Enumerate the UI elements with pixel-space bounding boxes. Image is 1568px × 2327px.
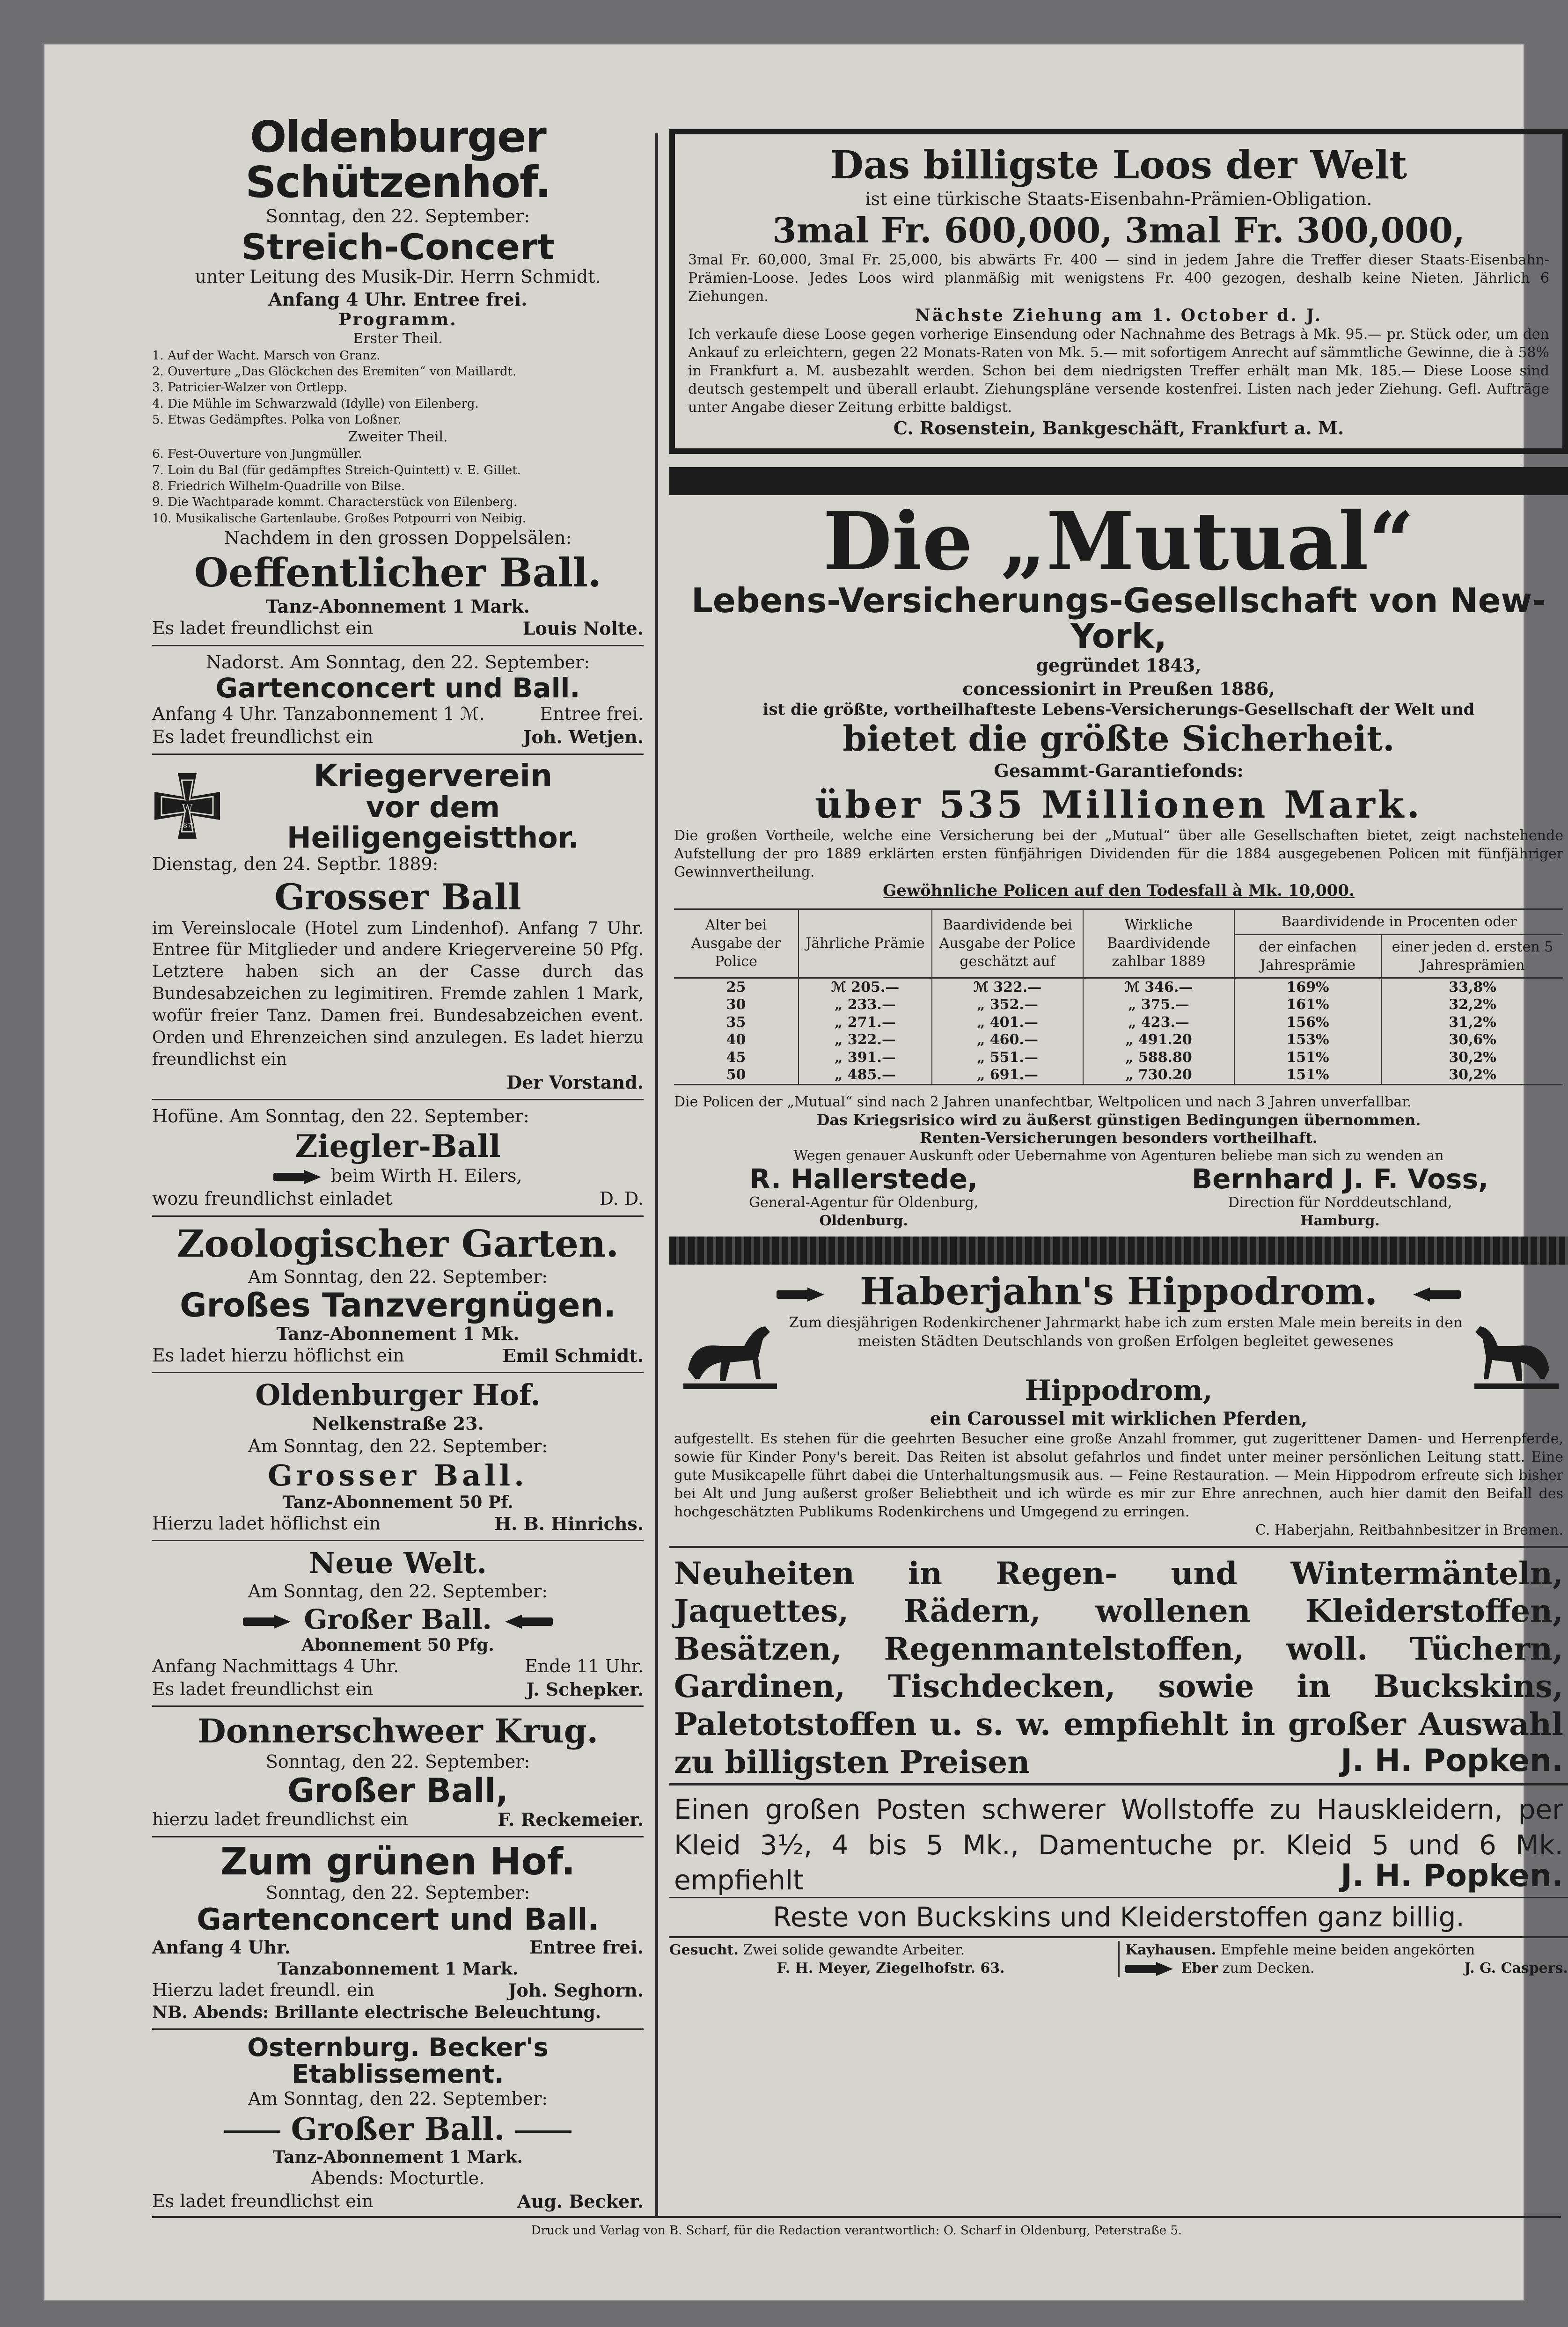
ad-body: im Vereinslocale (Hotel zum Lindenhof). Anfang 7 Uhr. Entree für Mitglieder und andere Kriegervereine 50 Pfg. Letztere haben sich an der Casse durch das Bundesabzeichen zu legimitiren. Fremde zahlen 1 Mark, wofür freier Tanz. Damen frei. Bundesabzeichen event. Orden und Ehrenzeichen sind anzulegen. Es ladet hierzu freundlichst ein	[152, 918, 644, 1069]
ad-text: Neuheiten in Regen- und Wintermänteln, Jaquettes, Rädern, wollenen Kleiderstoffen, Besätzen, Regenmantelstoffen, woll. Tüchern, Gardinen, Tischdecken, sowie in Buckskins, Paletotstoffen u. s. w. empfiehlt in großer Auswahl zu billigsten Preisen	[674, 1555, 1563, 1780]
divider	[669, 1546, 1568, 1548]
horse-icon	[674, 1313, 782, 1393]
invite-sign: J. Schepker.	[526, 1678, 644, 1700]
ad-line: Hofüne. Am Sonntag, den 22. September:	[152, 1105, 529, 1127]
ad-title: Osternburg. Becker's Etablissement.	[247, 2032, 549, 2089]
svg-text:1870: 1870	[179, 822, 196, 830]
ad-note-2: Das Kriegsrisico wird zu äußerst günstigen Bedingungen übernommen.	[816, 1111, 1421, 1129]
divider	[152, 1836, 644, 1837]
ad-title: Oldenburger Hof.	[255, 1378, 541, 1412]
ad-ball: Oeffentlicher Ball.	[194, 549, 602, 596]
program-item: 2. Ouverture „Das Glöckchen des Eremiten“ von Maillardt.	[152, 365, 517, 379]
ad-safety: bietet die größte Sicherheit.	[843, 719, 1395, 760]
table-cell: „ 588.80	[1083, 1049, 1234, 1067]
program-heading: Programm.	[338, 309, 457, 329]
table-cell: 30,6%	[1449, 1032, 1496, 1048]
ad-fonds-label: Gesammt-Garantiefonds:	[994, 760, 1244, 782]
program-item: 5. Etwas Gedämpftes. Polka von Loßner.	[152, 413, 402, 427]
program-part2: Zweiter Theil.	[348, 429, 448, 446]
invite-sign: Emil Schmidt.	[502, 1345, 644, 1366]
ad-body-2: Ich verkaufe diese Loose gegen vorherige Einsendung oder Nachnahme des Betrags à Mk. 95.— pr. Stück oder, um den Ankauf zu erleichtern, gegen 22 Monats-Raten von Mk. 5.— mit sofortigem Anrecht auf sämmtliche Gewinne, die à 58% in Frankfurt a. M. ausbezahlt werden. Schon bei dem niedrigsten Treffer erhält man Mk. 185.— Diese Loose sind deutsch gestempelt und überall erlaubt. Ziehungspläne versende kostenfrei. Listen nach jeder Ziehung. Gefl. Aufträge unter Angabe dieser Zeitung erbitte baldigst.	[688, 326, 1549, 416]
ad-date: Am Sonntag, den 22. September:	[248, 1436, 548, 1457]
ad-abo: Abonnement 50 Pfg.	[301, 1635, 494, 1655]
ad-becker	[152, 2034, 644, 2213]
table-cell: „ 271.—	[799, 1014, 932, 1032]
ad-label: Gesucht.	[669, 1941, 739, 1958]
ad-date: Sonntag, den 22. September:	[265, 1751, 530, 1772]
invite-text: hierzu ladet freundlichst ein	[152, 1809, 408, 1830]
invite-text: Hierzu ladet freundl. ein	[152, 1979, 374, 2000]
left-column	[152, 112, 644, 2230]
ad-text: Zwei solide gewandte Arbeiter.	[743, 1941, 965, 1958]
ad-abends: Abends: Mocturtle.	[311, 2167, 485, 2188]
ad-note: Die Policen der „Mutual“ sind nach 2 Jahren unanfechtbar, Weltpolicen und nach 3 Jahren unverfallbar.	[674, 1093, 1412, 1110]
table-cell: 156%	[1234, 1014, 1381, 1032]
ad-info: Anfang 4 Uhr. Tanzabonnement 1 ℳ.	[152, 703, 485, 724]
ornament-line	[515, 2130, 572, 2133]
agent-name: R. Hallerstede,	[749, 1163, 978, 1195]
divider	[669, 1783, 1568, 1785]
ad-title: Neue Welt.	[308, 1546, 487, 1581]
ad-sub: Lebens-Versicherungs-Gesellschaft von New-York,	[691, 581, 1546, 656]
ad-note: NB. Abends: Brillante electrische Beleuchtung.	[152, 2003, 601, 2023]
divider	[152, 1705, 644, 1707]
divider	[152, 1099, 644, 1100]
table-cell: „ 460.—	[932, 1031, 1083, 1049]
pointing-hand-icon	[1391, 1287, 1461, 1303]
ad-date: Am Sonntag, den 22. September:	[248, 1266, 548, 1287]
ad-gruener-hof	[152, 1839, 644, 2024]
newspaper-page	[44, 44, 1568, 2300]
pointing-hand-icon	[243, 1614, 294, 1630]
divider	[152, 1540, 644, 1541]
ad-street: Nelkenstraße 23.	[312, 1413, 484, 1434]
ad-body: aufgestellt. Es stehen für die geehrten Besucher eine große Anzahl frommer, gut zugerittener Damen- und Herrenpferde, sowie für Kinder Pony's bereit. Das Reiten ist absolut gefahrlos und findet unter meiner persönlichen Leitung statt. Eine gute Musikcapelle führt dabei die Unterhaltungsmusik aus. — Feine Restauration. — Mein Hippodrom erfreute sich bisher bei Alt und Jung außerst großer Beliebtheit und ich würde es mir zur Ehre anrechnen, auch hier damit den Beifall des hochgeschätzten Publikums Rodenkirchens und Umgegend zu erringen.	[674, 1430, 1563, 1520]
ad-title: Kriegerverein	[313, 757, 553, 794]
ad-line: Nadorst. Am Sonntag, den 22. September:	[205, 651, 590, 673]
ad-fonds: über 535 Millionen Mark.	[814, 782, 1423, 827]
ad-title: Zum grünen Hof.	[220, 1839, 576, 1883]
invite-text: wozu freundlichst einladet	[152, 1188, 392, 1209]
pointing-hand-icon	[777, 1287, 847, 1303]
table-cell: 161%	[1234, 996, 1381, 1014]
table-cell: 31,2%	[1449, 1014, 1496, 1031]
ad-line: ist die größte, vortheilhafteste Lebens-Versicherungs-Gesellschaft der Welt und	[762, 700, 1475, 719]
table-cell: 151%	[1234, 1066, 1381, 1084]
program-list-1	[152, 348, 644, 428]
divider	[152, 645, 644, 646]
table-cell: 169%	[1234, 978, 1381, 996]
ad-title: Ziegler-Ball	[295, 1127, 501, 1164]
ad-text: Einen großen Posten schwerer Wollstoffe zu Hauskleidern, per Kleid 3½, 4 bis 5 Mk., Damentuche pr. Kleid 5 und 6 Mk. empfiehlt	[674, 1793, 1563, 1896]
divider	[152, 754, 644, 755]
table-cell: 30,2%	[1449, 1067, 1496, 1083]
ad-nadorst	[152, 651, 644, 749]
table-cell: „ 423.—	[1083, 1014, 1234, 1032]
pointing-hand-icon	[501, 1614, 553, 1630]
table-row	[674, 1014, 1563, 1032]
ad-sign: Der Vorstand.	[506, 1072, 644, 1093]
invite-sign: Joh. Seghorn.	[508, 1979, 644, 2001]
table-cell: 45	[674, 1049, 799, 1067]
table-cell: „ 551.—	[932, 1049, 1083, 1067]
invite-text: Es ladet freundlichst ein	[152, 618, 374, 639]
program-part1: Erster Theil.	[353, 330, 443, 347]
ad-zoo	[152, 1222, 644, 1367]
ad-abo: Tanz-Abonnement 1 Mk.	[276, 1323, 520, 1344]
ad-abo: Tanzabonnement 1 Mark.	[277, 1959, 519, 1979]
horse-icon	[1470, 1313, 1563, 1393]
ad-hippodrom	[669, 1265, 1568, 1539]
invite-sign: H. B. Hinrichs.	[494, 1513, 644, 1534]
invite-sign: Louis Nolte.	[522, 618, 644, 639]
ad-sign: F. H. Meyer, Ziegelhofstr. 63.	[777, 1960, 1005, 1976]
program-item: 3. Patricier-Walzer von Ortlepp.	[152, 381, 348, 395]
ad-policies: Gewöhnliche Policen auf den Todesfall à Mk. 10,000.	[883, 881, 1355, 900]
right-column	[669, 129, 1568, 2216]
ad-title: Donnerschweer Krug.	[197, 1712, 599, 1751]
ad-popken-2	[669, 1792, 1568, 1896]
table-cell: „ 233.—	[799, 996, 932, 1014]
ad-date: Sonntag, den 22. September:	[265, 1882, 530, 1903]
ad-oldenburger-hof	[152, 1378, 644, 1535]
program-item: 1. Auf der Wacht. Marsch von Granz.	[152, 348, 381, 363]
table-cell: 25	[674, 978, 799, 996]
ad-founded: gegründet 1843,	[1036, 655, 1202, 676]
table-cell: ℳ 346.—	[1083, 978, 1234, 996]
table-body	[674, 978, 1563, 1084]
ad-note-4: Wegen genauer Auskunft oder Uebernahme von Agenturen beliebe man sich zu wenden an	[793, 1147, 1444, 1164]
ad-intro: Zum diesjährigen Rodenkirchener Jahrmarkt habe ich zum ersten Male mein bereits in den meisten Städten Deutschlands von großen Erfolgen begleitet gewesenes	[789, 1314, 1463, 1350]
ad-text-3: zum Decken.	[1222, 1960, 1315, 1976]
program-item: 9. Die Wachtparade kommt. Characterstück von Eilenberg.	[152, 495, 518, 510]
program-list-2	[152, 446, 644, 527]
ad-event: Großer Ball,	[287, 1771, 508, 1810]
table-row	[674, 1049, 1563, 1067]
ad-sub: ist eine türkische Staats-Eisenbahn-Prämien-Obligation.	[865, 189, 1372, 209]
column-rule	[655, 133, 658, 2216]
table-header: Baardividende in Procenten oder	[1281, 913, 1517, 930]
ad-note-3: Renten-Versicherungen besonders vortheilhaft.	[920, 1128, 1318, 1147]
dividend-table	[674, 908, 1563, 1085]
table-cell: ℳ 205.—	[799, 978, 932, 996]
table-cell: „ 485.—	[799, 1066, 932, 1084]
invite-sign: Aug. Becker.	[517, 2190, 644, 2212]
ad-neue-welt	[152, 1546, 644, 1701]
iron-cross-icon	[152, 771, 222, 841]
ad-abo: Tanz-Abonnement 1 Mark.	[266, 596, 530, 617]
ad-info-right: Entree frei.	[540, 703, 644, 724]
table-cell: „ 730.20	[1083, 1066, 1234, 1084]
ad-kayhausen	[1120, 1941, 1568, 1977]
ad-title: Die „Mutual“	[823, 494, 1414, 588]
ad-body: 3mal Fr. 60,000, 3mal Fr. 25,000, bis abwärts Fr. 400 — sind in jedem Jahre die Treffer dieser Staats-Eisenbahn-Prämien-Loose. Jedes Loos wird planmäßig mit wenigstens Fr. 400 gezogen, deshalb keine Nieten. Jährlich 6 Ziehungen.	[688, 252, 1549, 305]
agent-city: Hamburg.	[1300, 1212, 1380, 1229]
footer-rule	[152, 2216, 1561, 2218]
ad-event: Grosser Ball	[274, 876, 521, 918]
ad-body: Die großen Vortheile, welche eine Versicherung bei der „Mutual“ über alle Gesellschaften bietet, zeigt nachstehende Aufstellung der pro 1889 erklärten ersten fünfjährigen Dividenden für die 1884 ausgegebenen Policen mit fünfjähriger Gewinnvertheilung.	[674, 827, 1563, 880]
ad-date: Am Sonntag, den 22. September:	[248, 2088, 548, 2109]
table-header: einer jeden d. ersten 5 Jahresprämien	[1392, 938, 1553, 973]
ad-info: Anfang 4 Uhr.	[152, 1937, 291, 1958]
program-item: 10. Musikalische Gartenlaube. Großes Potpourri von Neibig.	[152, 511, 527, 526]
ad-info-right: Ende 11 Uhr.	[524, 1655, 644, 1676]
program-item: 7. Loin du Bal (für gedämpftes Streich-Quintett) v. E. Gillet.	[152, 463, 521, 477]
agent-name: Bernhard J. F. Voss,	[1192, 1163, 1488, 1195]
black-bar	[669, 467, 1568, 495]
table-cell: 30,2%	[1449, 1049, 1496, 1066]
table-cell: „ 401.—	[932, 1014, 1083, 1032]
table-cell: 153%	[1234, 1031, 1381, 1049]
table-cell: „ 375.—	[1083, 996, 1234, 1014]
agent-role: General-Agentur für Oldenburg,	[749, 1194, 979, 1211]
ad-title: Oldenburger Schützenhof.	[245, 112, 550, 207]
table-header: Alter bei Ausgabe der Police	[674, 909, 799, 978]
ad-popken-1	[669, 1555, 1568, 1780]
ad-donnerschweer	[152, 1712, 644, 1831]
table-cell: 30	[674, 996, 799, 1014]
table-header: Wirkliche Baardividende zahlbar 1889	[1083, 909, 1234, 978]
ad-title: Das billigste Loos der Welt	[830, 143, 1407, 188]
ad-title: Gartenconcert und Ball.	[215, 672, 580, 704]
table-row	[674, 978, 1563, 996]
table-row	[674, 996, 1563, 1014]
ad-sign: C. Rosenstein, Bankgeschäft, Frankfurt a. M.	[893, 417, 1344, 439]
table-cell: „ 322.—	[799, 1031, 932, 1049]
program-item: 4. Die Mühle im Schwarzwald (Idylle) von Eilenberg.	[152, 396, 479, 411]
table-header: Jährliche Prämie	[799, 909, 932, 978]
table-cell: 35	[674, 1014, 799, 1032]
agent-city: Oldenburg.	[819, 1212, 908, 1229]
invite-sign: Joh. Wetjen.	[523, 726, 644, 748]
invite-text: Es ladet hierzu höflichst ein	[152, 1345, 404, 1366]
divider	[152, 1372, 644, 1373]
ad-mutual	[669, 495, 1568, 1230]
imprint: Druck und Verlag von B. Scharf, für die Redaction verantwortlich: O. Scharf in Oldenburg, Peterstraße 5.	[531, 2224, 1182, 2238]
ad-lead: unter Leitung des Musik-Dir. Herrn Schmidt.	[195, 266, 601, 287]
ad-date: Am Sonntag, den 22. September:	[248, 1581, 548, 1602]
ad-name: Hippodrom,	[1025, 1374, 1213, 1407]
ad-abo: Tanz-Abonnement 1 Mark.	[272, 2147, 523, 2167]
ornament-line	[224, 2130, 280, 2133]
table-row	[674, 1031, 1563, 1049]
table-cell: ℳ 322.—	[932, 978, 1083, 996]
ad-title: Haberjahn's Hippodrom.	[859, 1269, 1378, 1313]
table-cell: 33,8%	[1449, 979, 1496, 995]
ad-sign: J. H. Popken.	[1341, 1858, 1563, 1894]
invite-text: Es ladet freundlichst ein	[152, 1678, 374, 1699]
pointing-hand-icon	[1125, 1961, 1177, 1977]
ad-event: Gartenconcert und Ball.	[197, 1903, 599, 1938]
pointing-hand-icon	[273, 1169, 325, 1185]
ad-title: Zoologischer Garten.	[176, 1221, 619, 1266]
table-cell: 40	[674, 1031, 799, 1049]
ad-next: Nächste Ziehung am 1. October d. J.	[915, 306, 1323, 326]
svg-text:W: W	[182, 803, 193, 815]
ornament-stripe	[669, 1237, 1568, 1265]
ad-line-2: beim Wirth H. Eilers,	[330, 1165, 522, 1186]
invite-text: Es ladet freundlichst ein	[152, 2190, 374, 2211]
table-cell: 32,2%	[1449, 996, 1496, 1013]
ad-conc: concessionirt in Preußen 1886,	[962, 678, 1275, 699]
ad-event: Grosser Ball.	[268, 1458, 528, 1493]
ad-sign: J. H. Popken.	[1341, 1742, 1563, 1779]
ad-event: Großer Ball.	[304, 1603, 492, 1635]
ad-info: Anfang Nachmittags 4 Uhr.	[152, 1655, 399, 1676]
ad-after: Nachdem in den grossen Doppelsälen:	[224, 527, 572, 548]
table-cell: „ 391.—	[799, 1049, 932, 1067]
ad-loos	[669, 129, 1568, 454]
ad-abo: Tanz-Abonnement 50 Pf.	[282, 1492, 513, 1512]
agent-role: Direction für Norddeutschland,	[1228, 1194, 1452, 1211]
table-header: der einfachen Jahresprämie	[1234, 934, 1381, 978]
table-cell: „ 352.—	[932, 996, 1083, 1014]
ad-popken-3: Reste von Buckskins und Kleiderstoffen ganz billig.	[773, 1901, 1465, 1933]
ad-text-2: Eber	[1181, 1960, 1218, 1976]
ad-gesucht	[669, 1941, 1120, 1977]
ad-hofuene	[152, 1105, 644, 1211]
ad-info: Anfang 4 Uhr. Entree frei.	[268, 288, 528, 310]
ad-date: Sonntag, den 22. September:	[265, 206, 530, 227]
invite-text: Hierzu ladet höflichst ein	[152, 1513, 381, 1534]
ad-event: Großes Tanzvergnügen.	[180, 1286, 616, 1325]
table-cell: 151%	[1234, 1049, 1381, 1067]
program-item: 6. Fest-Ouverture von Jungmüller.	[152, 447, 362, 461]
invite-text: Es ladet freundlichst ein	[152, 726, 374, 747]
ad-date: Dienstag, den 24. Septbr. 1889:	[152, 854, 439, 875]
ad-prize: 3mal Fr. 600,000, 3mal Fr. 300,000,	[772, 211, 1465, 251]
table-header: Baardividende bei Ausgabe der Police geschätzt auf	[932, 909, 1083, 978]
divider	[669, 1897, 1568, 1898]
ad-kriegerverein	[152, 757, 644, 1094]
ad-event: Streich-Concert	[241, 226, 555, 268]
ad-text: Empfehle meine beiden angekörten	[1220, 1941, 1475, 1958]
invite-sign: F. Reckemeier.	[498, 1809, 644, 1830]
ad-info-right: Entree frei.	[529, 1937, 644, 1958]
divider	[152, 2028, 644, 2030]
table-row	[674, 1066, 1563, 1084]
ad-sign: C. Haberjahn, Reitbahnbesitzer in Bremen.	[1255, 1522, 1563, 1538]
invite-sign: D. D.	[599, 1188, 644, 1209]
ad-schuetzenhof	[152, 112, 644, 640]
ad-sub: ein Caroussel mit wirklichen Pferden,	[930, 1407, 1308, 1429]
table-cell: „ 491.20	[1083, 1031, 1234, 1049]
ad-event: Großer Ball.	[291, 2110, 505, 2147]
small-ads-row	[669, 1936, 1568, 1977]
ad-title-2: vor dem Heiligengeistthor.	[286, 790, 579, 855]
table-cell: 50	[674, 1066, 799, 1084]
divider	[152, 1215, 644, 1217]
ad-sign: J. G. Caspers.	[1464, 1960, 1568, 1976]
ad-label: Kayhausen.	[1125, 1941, 1216, 1958]
table-cell: „ 691.—	[932, 1066, 1083, 1084]
program-item: 8. Friedrich Wilhelm-Quadrille von Bilse.	[152, 479, 405, 493]
